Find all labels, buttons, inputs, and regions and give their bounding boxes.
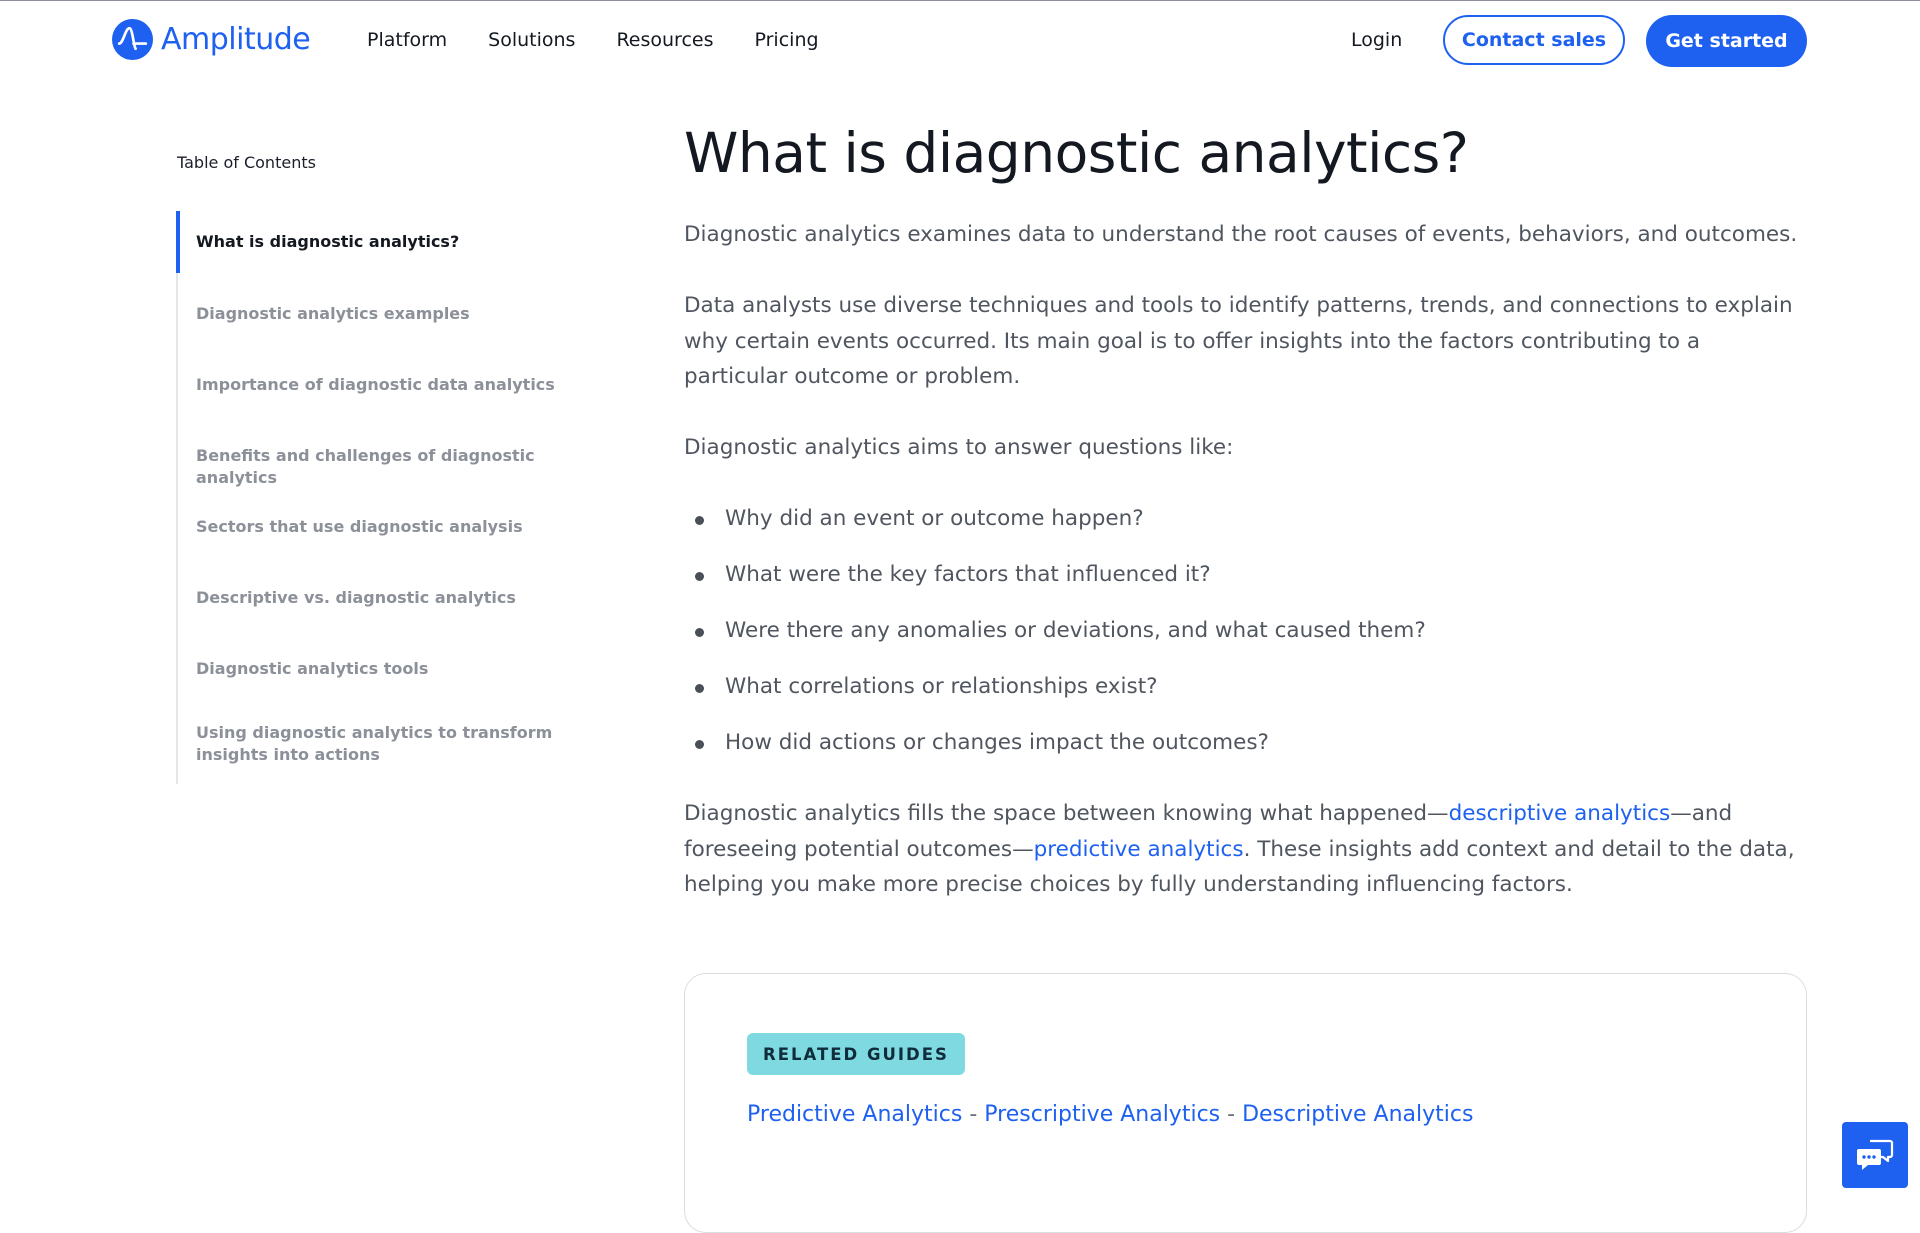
table-of-contents (176, 211, 628, 784)
summary-text-3: . These insights add context and detail to the data, helping you make more precise choices by fully understanding influencing factors. (684, 836, 1795, 897)
login-link[interactable]: Login (1351, 29, 1403, 51)
toc-item-sectors[interactable]: Sectors that use diagnostic analysis (196, 517, 523, 536)
predictive-analytics-link[interactable]: predictive analytics (1033, 836, 1244, 862)
descriptive-analytics-link[interactable]: descriptive analytics (1448, 801, 1671, 826)
prescriptive-analytics-guide-link[interactable]: Prescriptive Analytics (984, 1102, 1221, 1127)
amplitude-logo[interactable] (112, 19, 310, 60)
questions-list (684, 501, 1426, 781)
toc-item-importance[interactable]: Importance of diagnostic data analytics (196, 375, 555, 394)
main-nav (367, 29, 819, 51)
get-started-button[interactable]: Get started (1646, 15, 1807, 67)
separator: - (962, 1102, 985, 1127)
list-item: What were the key factors that influenced it? (684, 557, 1426, 613)
chat-bubbles-icon (1856, 1138, 1894, 1172)
summary-text-2: —and foreseeing potential outcomes— (684, 801, 1733, 862)
predictive-analytics-guide-link[interactable]: Predictive Analytics (747, 1102, 963, 1127)
amplitude-logo-icon (112, 19, 153, 60)
techniques-paragraph: Data analysts use diverse techniques and tools to identify patterns, trends, and connections to explain why certain events occurred. Its main goal is to offer insights into the factors contributing to a particular outcome or problem. (684, 293, 1793, 389)
toc-item-examples[interactable]: Diagnostic analytics examples (196, 304, 470, 323)
toc-item-what-is[interactable]: What is diagnostic analytics? (176, 211, 596, 273)
contact-sales-button[interactable]: Contact sales (1443, 15, 1625, 65)
toc-item-descriptive-vs[interactable]: Descriptive vs. diagnostic analytics (196, 588, 516, 607)
chat-widget-button[interactable] (1842, 1122, 1908, 1188)
nav-solutions[interactable]: Solutions (488, 29, 576, 51)
summary-text-1: Diagnostic analytics fills the space between knowing what happened— (684, 801, 1449, 826)
summary-paragraph (684, 796, 1804, 903)
related-guides-card (684, 973, 1807, 1233)
toc-item-benefits[interactable]: Benefits and challenges of diagnostic analytics (196, 446, 535, 487)
related-guides-tag: RELATED GUIDES (747, 1033, 965, 1075)
list-item: What correlations or relationships exist? (684, 669, 1426, 725)
toc-item-tools[interactable]: Diagnostic analytics tools (196, 659, 429, 678)
intro-paragraph: Diagnostic analytics examines data to understand the root causes of events, behaviors, and outcomes. (684, 222, 1798, 247)
list-item: Why did an event or outcome happen? (684, 501, 1426, 557)
nav-resources[interactable]: Resources (616, 29, 714, 51)
nav-platform[interactable]: Platform (367, 29, 448, 51)
nav-pricing[interactable]: Pricing (754, 29, 819, 51)
list-item: How did actions or changes impact the outcomes? (684, 725, 1426, 781)
separator: - (1220, 1102, 1243, 1127)
site-header (0, 1, 1920, 85)
toc-title: Table of Contents (177, 153, 316, 172)
list-item: Were there any anomalies or deviations, and what caused them? (684, 613, 1426, 669)
toc-item-transform-insights[interactable]: Using diagnostic analytics to transform insights into actions (196, 723, 553, 764)
page-title: What is diagnostic analytics? (684, 121, 1469, 185)
related-guides-links (747, 1102, 1473, 1127)
descriptive-analytics-guide-link[interactable]: Descriptive Analytics (1242, 1102, 1474, 1127)
questions-intro: Diagnostic analytics aims to answer questions like: (684, 435, 1234, 460)
logo-text: Amplitude (161, 22, 311, 57)
